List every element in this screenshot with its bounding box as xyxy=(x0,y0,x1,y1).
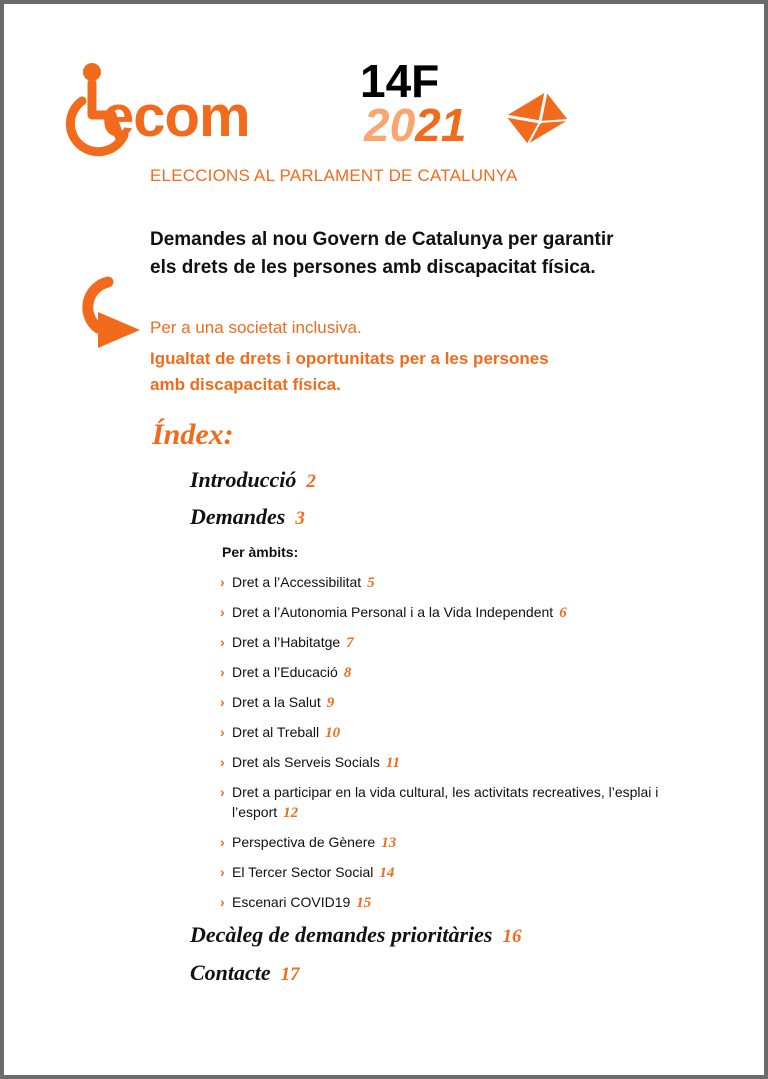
sub-entry-list xyxy=(220,572,660,922)
toc-sub-entry[interactable] xyxy=(220,602,660,623)
sub-entry-label: Dret a participar en la vida cultural, les activitats recreatives, l’esplai i l’esport xyxy=(232,784,659,820)
toc-sub-entry[interactable] xyxy=(220,832,660,853)
toc-entry-page: 2 xyxy=(306,471,316,492)
sub-entry-page: 7 xyxy=(346,635,354,651)
envelope-icon xyxy=(502,88,572,146)
toc-entry-introduccio[interactable] xyxy=(190,467,316,493)
sub-entry-label: Dret als Serveis Socials xyxy=(232,754,380,770)
sub-entry-page: 8 xyxy=(343,665,352,681)
brand-name: ecom xyxy=(102,84,250,149)
toc-entry-label: Contacte xyxy=(190,960,271,985)
toc-sub-entry[interactable] xyxy=(220,892,660,913)
chevron-right-icon: › xyxy=(220,604,225,620)
chevron-right-icon: › xyxy=(220,724,225,740)
toc-sub-entry[interactable] xyxy=(220,782,660,823)
intro-heading: Demandes al nou Govern de Catalunya per garantir els drets de les persones amb discapacitat física. xyxy=(150,229,614,278)
chevron-right-icon: › xyxy=(220,834,225,850)
toc-entry-label: Decàleg de demandes prioritàries xyxy=(190,922,493,947)
sub-entry-page: 10 xyxy=(325,725,341,741)
toc-entry-contacte[interactable] xyxy=(190,960,300,986)
sub-entry-label: Dret al Treball xyxy=(232,724,320,740)
year-part-2: 21 xyxy=(415,99,467,151)
sub-entry-page: 13 xyxy=(381,835,397,851)
toc-entry-demandes[interactable] xyxy=(190,504,305,530)
intro-tagline-bold: Igualtat de drets i oportunitats per a les persones amb discapacitat física. xyxy=(150,349,549,394)
toc-sub-entry[interactable] xyxy=(220,692,660,713)
election-subtitle: ELECCIONS AL PARLAMENT DE CATALUNYA xyxy=(150,166,518,185)
sub-entry-label: Escenari COVID19 xyxy=(232,894,351,910)
toc-entry-label: Introducció xyxy=(190,467,297,492)
toc-entry-decaleg[interactable] xyxy=(190,922,521,948)
chevron-right-icon: › xyxy=(220,784,225,800)
sub-entry-page: 14 xyxy=(379,865,395,881)
chevron-right-icon: › xyxy=(220,664,225,680)
chevron-right-icon: › xyxy=(220,634,225,650)
chevron-right-icon: › xyxy=(220,574,225,590)
toc-entry-page: 17 xyxy=(280,964,300,985)
sub-entry-label: Dret a l’Habitatge xyxy=(232,634,341,650)
sub-entry-label: Dret a l’Accessibilitat xyxy=(232,574,362,590)
sub-entry-label: Perspectiva de Gènere xyxy=(232,834,376,850)
intro-tagline: Per a una societat inclusiva. xyxy=(150,318,362,337)
sub-entry-page: 11 xyxy=(385,755,401,771)
chevron-right-icon: › xyxy=(220,694,225,710)
sub-entry-label: Dret a l’Educació xyxy=(232,664,338,680)
sub-entry-page: 6 xyxy=(559,605,567,621)
toc-entry-label: Demandes xyxy=(190,504,286,529)
toc-sub-entry[interactable] xyxy=(220,572,660,593)
year-part-1: 20 xyxy=(364,99,416,151)
section-label: Per àmbits: xyxy=(222,544,299,560)
sub-entry-page: 9 xyxy=(326,695,335,711)
sub-entry-label: Dret a l’Autonomia Personal i a la Vida Independent xyxy=(232,604,554,620)
sub-entry-label: Dret a la Salut xyxy=(232,694,321,710)
sub-entry-page: 15 xyxy=(356,895,372,911)
toc-entry-page: 3 xyxy=(295,508,305,529)
chevron-right-icon: › xyxy=(220,894,225,910)
sub-entry-page: 12 xyxy=(283,805,299,821)
document-page xyxy=(4,4,764,1075)
chevron-right-icon: › xyxy=(220,864,225,880)
sub-entry-page: 5 xyxy=(367,575,375,591)
toc-sub-entry[interactable] xyxy=(220,862,660,883)
campaign-year xyxy=(364,99,467,151)
toc-sub-entry[interactable] xyxy=(220,752,660,773)
toc-sub-entry[interactable] xyxy=(220,662,660,683)
sub-entry-label: El Tercer Sector Social xyxy=(232,864,374,880)
index-title: Índex: xyxy=(152,418,234,451)
toc-sub-entry[interactable] xyxy=(220,632,660,653)
toc-sub-entry[interactable] xyxy=(220,722,660,743)
toc-entry-page: 16 xyxy=(502,926,522,947)
campaign-code: 14F xyxy=(360,55,440,107)
curved-arrow-icon xyxy=(68,272,142,350)
chevron-right-icon: › xyxy=(220,754,225,770)
